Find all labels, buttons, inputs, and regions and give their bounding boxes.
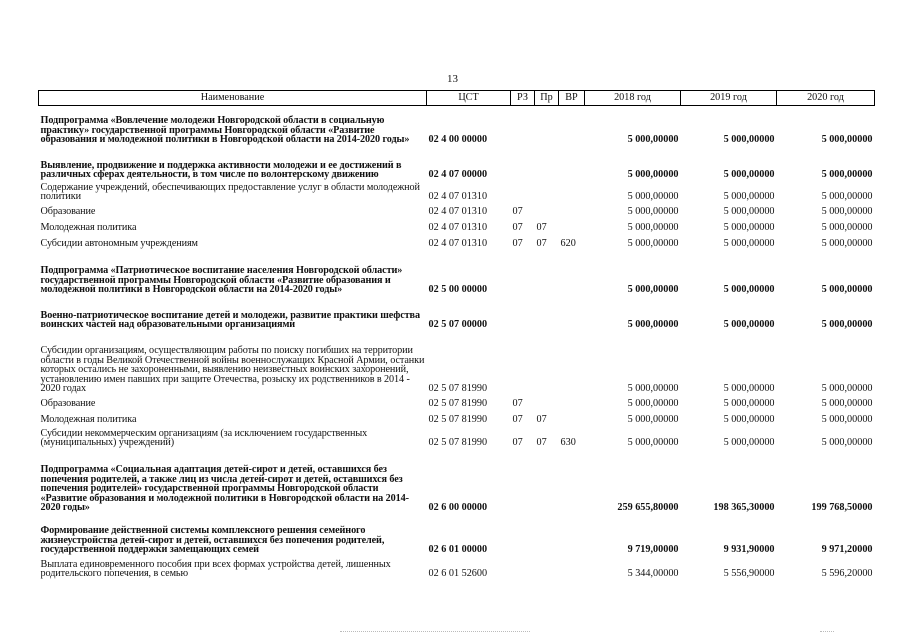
row-pr bbox=[535, 513, 559, 555]
row-rz: 07 bbox=[512, 222, 523, 233]
header-2018: 2018 год bbox=[585, 91, 681, 106]
table-header-row bbox=[39, 91, 875, 106]
row-vr bbox=[559, 448, 585, 513]
header-2020: 2020 год bbox=[777, 91, 875, 106]
row-name: Образование bbox=[40, 206, 96, 217]
row-vr bbox=[559, 555, 585, 579]
table-row bbox=[39, 217, 875, 233]
row-name: Выплата единовременного пособия при всех формах устройства детей, лишенных родительского попечения, в семью bbox=[40, 558, 391, 579]
row-rz bbox=[511, 555, 535, 579]
row-rz bbox=[511, 513, 535, 555]
row-2020: 5 000,00000 bbox=[821, 238, 873, 249]
row-rz bbox=[511, 106, 535, 145]
row-rz bbox=[511, 145, 535, 180]
row-name: Военно-патриотическое воспитание детей и молодежи, развитие практики шефства воинских частей над образовательными организациями bbox=[40, 309, 420, 330]
row-2018: 5 000,00000 bbox=[627, 238, 679, 249]
row-2018: 259 655,80000 bbox=[617, 502, 679, 513]
table-row bbox=[39, 409, 875, 425]
row-rz: 07 bbox=[512, 398, 523, 409]
row-vr bbox=[559, 106, 585, 145]
row-cst: 02 4 07 01310 bbox=[428, 206, 488, 217]
row-2018: 5 344,00000 bbox=[627, 568, 679, 579]
row-2020: 5 000,00000 bbox=[821, 169, 873, 180]
row-2019: 5 000,00000 bbox=[723, 222, 775, 233]
row-2019: 5 556,90000 bbox=[723, 568, 775, 579]
row-2020: 5 000,00000 bbox=[821, 222, 873, 233]
row-name: Подпрограмма «Патриотическое воспитание населения Новгородской области» государственной программы Новгородской области «Развитие образования и молодежной политики в Новгородской области на 2014-2020 годы» bbox=[40, 265, 403, 295]
row-vr bbox=[559, 180, 585, 202]
row-pr bbox=[535, 180, 559, 202]
row-name: Субсидии автономным учреждениям bbox=[40, 238, 198, 249]
budget-table bbox=[38, 90, 875, 579]
row-2019: 5 000,00000 bbox=[723, 319, 775, 330]
row-vr bbox=[559, 202, 585, 217]
row-2019: 5 000,00000 bbox=[723, 191, 775, 202]
row-name: Субсидии некоммерческим организациям (за исключением государственных (муниципальных) учреждений) bbox=[40, 427, 368, 448]
row-2019: 5 000,00000 bbox=[723, 284, 775, 295]
row-cst: 02 5 00 00000 bbox=[428, 284, 488, 295]
header-cst: ЦСТ bbox=[427, 91, 511, 106]
table-row bbox=[39, 145, 875, 180]
row-vr bbox=[559, 217, 585, 233]
row-name: Молодежная политика bbox=[40, 414, 137, 425]
row-2018: 5 000,00000 bbox=[627, 134, 679, 145]
table-row bbox=[39, 330, 875, 394]
row-2019: 9 931,90000 bbox=[723, 544, 775, 555]
row-cst: 02 5 07 81990 bbox=[428, 414, 488, 425]
row-2020: 5 000,00000 bbox=[821, 206, 873, 217]
header-vr: ВР bbox=[559, 91, 585, 106]
row-cst: 02 5 07 81990 bbox=[428, 398, 488, 409]
row-vr: 630 bbox=[560, 437, 576, 448]
row-cst: 02 6 01 00000 bbox=[428, 544, 488, 555]
row-2018: 5 000,00000 bbox=[627, 169, 679, 180]
row-2019: 5 000,00000 bbox=[723, 238, 775, 249]
row-name: Формирование действенной системы комплексного решения семейного жизнеустройства детей-сирот и детей, оставшихся без попечения родителей, государственной поддержки замещающих семей bbox=[40, 525, 385, 555]
row-cst: 02 4 07 01310 bbox=[428, 238, 488, 249]
row-2020: 5 000,00000 bbox=[821, 437, 873, 448]
row-2019: 5 000,00000 bbox=[723, 383, 775, 394]
row-2018: 5 000,00000 bbox=[627, 206, 679, 217]
row-2018: 5 000,00000 bbox=[627, 284, 679, 295]
header-name: Наименование bbox=[39, 91, 427, 106]
row-cst: 02 4 00 00000 bbox=[428, 134, 488, 145]
row-2018: 5 000,00000 bbox=[627, 319, 679, 330]
header-pr: Пр bbox=[535, 91, 559, 106]
scan-artifact bbox=[820, 631, 834, 634]
row-pr bbox=[535, 394, 559, 409]
table-row bbox=[39, 295, 875, 330]
row-2019: 5 000,00000 bbox=[723, 169, 775, 180]
row-pr: 07 bbox=[536, 222, 547, 233]
row-2018: 9 719,00000 bbox=[627, 544, 679, 555]
row-rz bbox=[511, 180, 535, 202]
row-2020: 5 000,00000 bbox=[821, 319, 873, 330]
row-vr bbox=[559, 249, 585, 295]
row-2020: 5 000,00000 bbox=[821, 383, 873, 394]
table-row bbox=[39, 233, 875, 249]
row-rz bbox=[511, 249, 535, 295]
row-pr: 07 bbox=[536, 238, 547, 249]
table-row bbox=[39, 249, 875, 295]
row-cst: 02 4 07 01310 bbox=[428, 222, 488, 233]
row-vr bbox=[559, 295, 585, 330]
row-2020: 9 971,20000 bbox=[821, 544, 873, 555]
row-rz: 07 bbox=[512, 414, 523, 425]
row-pr: 07 bbox=[536, 414, 547, 425]
row-pr bbox=[535, 330, 559, 394]
row-cst: 02 6 00 00000 bbox=[428, 502, 488, 513]
row-cst: 02 4 07 01310 bbox=[428, 191, 488, 202]
row-cst: 02 6 01 52600 bbox=[428, 568, 488, 579]
row-vr bbox=[559, 513, 585, 555]
row-rz bbox=[511, 330, 535, 394]
table-row bbox=[39, 180, 875, 202]
header-2019: 2019 год bbox=[681, 91, 777, 106]
row-pr bbox=[535, 448, 559, 513]
row-pr bbox=[535, 555, 559, 579]
table-row bbox=[39, 555, 875, 579]
row-name: Молодежная политика bbox=[40, 222, 137, 233]
row-cst: 02 5 07 81990 bbox=[428, 383, 488, 394]
row-rz: 07 bbox=[512, 238, 523, 249]
row-2020: 5 000,00000 bbox=[821, 414, 873, 425]
row-2018: 5 000,00000 bbox=[627, 222, 679, 233]
row-2018: 5 000,00000 bbox=[627, 398, 679, 409]
row-pr bbox=[535, 145, 559, 180]
row-2019: 198 365,30000 bbox=[713, 502, 775, 513]
row-2020: 199 768,50000 bbox=[811, 502, 873, 513]
row-pr bbox=[535, 106, 559, 145]
row-2019: 5 000,00000 bbox=[723, 134, 775, 145]
row-rz: 07 bbox=[512, 437, 523, 448]
row-vr bbox=[559, 330, 585, 394]
row-2020: 5 000,00000 bbox=[821, 284, 873, 295]
table-row bbox=[39, 513, 875, 555]
scan-artifact bbox=[340, 631, 530, 634]
table-row bbox=[39, 448, 875, 513]
row-rz bbox=[511, 295, 535, 330]
row-pr: 07 bbox=[536, 437, 547, 448]
row-name: Субсидии организациям, осуществляющим работы по поиску погибших на территории области в годы Великой Отечественной войны военнослужащих Красной Армии, останки которых остались не захороненными, выявлению неизвестных воинских захоронений, установлению имен павших при защите Отечества, розыску их родственников в 2014 - 2020 годах bbox=[40, 345, 425, 394]
row-2019: 5 000,00000 bbox=[723, 206, 775, 217]
row-cst: 02 5 07 00000 bbox=[428, 319, 488, 330]
row-rz bbox=[511, 448, 535, 513]
row-name: Подпрограмма «Вовлечение молодежи Новгородской области в социальную практику» государственной программы Новгородской области «Развитие образования и молодежной политики в Новгородской области на 2014-2020 годы» bbox=[40, 115, 410, 145]
row-vr bbox=[559, 145, 585, 180]
page-number: 13 bbox=[447, 73, 458, 85]
row-2019: 5 000,00000 bbox=[723, 414, 775, 425]
row-name: Образование bbox=[40, 398, 96, 409]
table-row bbox=[39, 425, 875, 448]
row-2018: 5 000,00000 bbox=[627, 191, 679, 202]
row-name: Выявление, продвижение и поддержка активности молодежи и ее достижений в различных сферах деятельности, в том числе по волонтерскому движению bbox=[40, 159, 402, 180]
row-name: Содержание учреждений, обеспечивающих предоставление услуг в области молодежной политики bbox=[40, 181, 420, 202]
row-2020: 5 000,00000 bbox=[821, 191, 873, 202]
row-cst: 02 5 07 81990 bbox=[428, 437, 488, 448]
row-rz: 07 bbox=[512, 206, 523, 217]
row-vr: 620 bbox=[560, 238, 576, 249]
table-row bbox=[39, 202, 875, 217]
header-rz: РЗ bbox=[511, 91, 535, 106]
row-pr bbox=[535, 295, 559, 330]
row-2019: 5 000,00000 bbox=[723, 437, 775, 448]
table-row bbox=[39, 394, 875, 409]
row-name: Подпрограмма «Социальная адаптация детей-сирот и детей, оставшихся без попечения родителей, а также лиц из числа детей-сирот и детей, оставшихся без попечения родителей» государственной программы Новгородской области «Развитие образования и молодежной политики в Новгородской области на 2014-2020 годы» bbox=[40, 464, 409, 513]
row-2019: 5 000,00000 bbox=[723, 398, 775, 409]
row-pr bbox=[535, 202, 559, 217]
row-vr bbox=[559, 409, 585, 425]
row-2020: 5 000,00000 bbox=[821, 398, 873, 409]
row-cst: 02 4 07 00000 bbox=[428, 169, 488, 180]
row-pr bbox=[535, 249, 559, 295]
row-2018: 5 000,00000 bbox=[627, 383, 679, 394]
row-vr bbox=[559, 394, 585, 409]
row-2018: 5 000,00000 bbox=[627, 437, 679, 448]
row-2018: 5 000,00000 bbox=[627, 414, 679, 425]
table-row bbox=[39, 106, 875, 145]
row-2020: 5 596,20000 bbox=[821, 568, 873, 579]
row-2020: 5 000,00000 bbox=[821, 134, 873, 145]
